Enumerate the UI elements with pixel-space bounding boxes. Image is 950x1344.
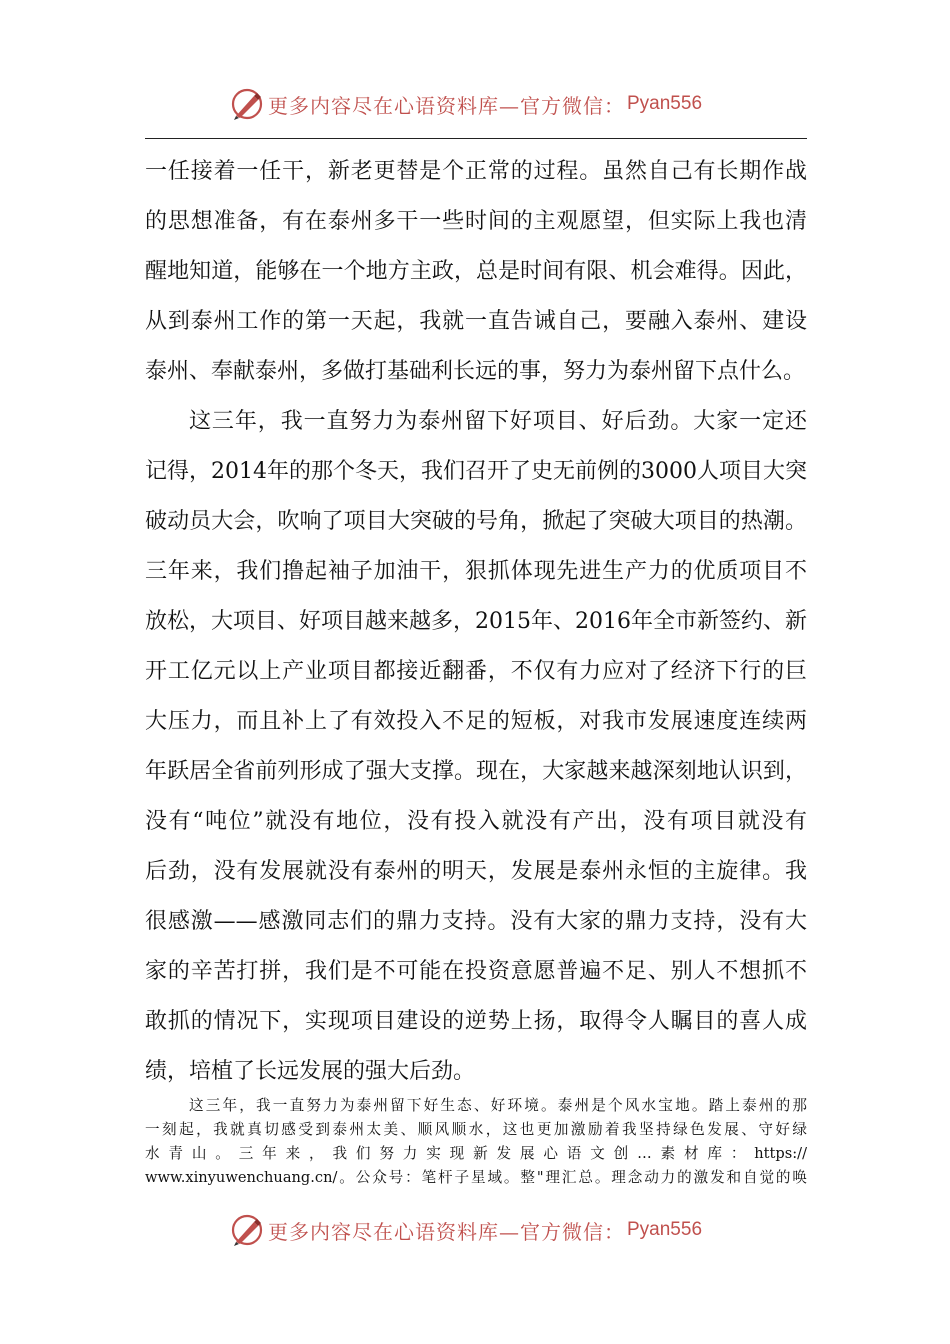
small-text-line: 水青山。三年来，我们努力实现新发展心语文创…素材库：https:// — [145, 1145, 807, 1162]
header-watermark-banner — [230, 84, 702, 124]
text-line: 绩，培植了长远发展的强大后劲。 — [145, 1059, 476, 1084]
banner-text: 更多内容尽在心语资料库—官方微信： — [268, 1219, 625, 1244]
text-line: 没有“吨位”就没有地位，没有投入就没有产出，没有项目就没有 — [145, 809, 807, 834]
text-line: 的思想准备，有在泰州多干一些时间的主观愿望，但实际上我也清 — [145, 209, 807, 234]
banner-text: 更多内容尽在心语资料库—官方微信： — [268, 93, 625, 118]
text-line: 记得，2014年的那个冬天，我们召开了史无前例的3000人项目大突 — [145, 459, 807, 484]
small-text-paragraph — [145, 1094, 807, 1190]
text-line: 破动员大会，吹响了项目大突破的号角，掀起了突破大项目的热潮。 — [145, 509, 807, 534]
main-text — [145, 147, 807, 1097]
text-line: 后劲，没有发展就没有泰州的明天，发展是泰州永恒的主旋律。我 — [145, 859, 807, 884]
text-line: 醒地知道，能够在一个地方主政，总是时间有限、机会难得。因此， — [145, 259, 807, 284]
text-line: 大压力，而且补上了有效投入不足的短板，对我市发展速度连续两 — [145, 709, 807, 734]
small-text-line: 这三年，我一直努力为泰州留下好生态、好环境。泰州是个风水宝地。踏上泰州的那 — [189, 1097, 807, 1114]
text-line: 这三年，我一直努力为泰州留下好项目、好后劲。大家一定还 — [189, 409, 807, 434]
footer-watermark-banner — [230, 1210, 702, 1250]
header-divider — [145, 138, 807, 139]
text-line: 敢抓的情况下，实现项目建设的逆势上扬，取得令人瞩目的喜人成 — [145, 1009, 807, 1034]
text-line: 年跃居全省前列形成了强大支撑。现在，大家越来越深刻地认识到， — [145, 759, 807, 784]
pen-logo-icon — [230, 1213, 264, 1247]
pen-logo-icon — [230, 87, 264, 121]
banner-wechat-id: Pyan556 — [627, 93, 703, 114]
text-line: 很感激——感激同志们的鼎力支持。没有大家的鼎力支持，没有大 — [145, 909, 807, 934]
text-line: 开工亿元以上产业项目都接近翻番，不仅有力应对了经济下行的巨 — [145, 659, 807, 684]
text-line: 三年来，我们撸起袖子加油干，狠抓体现先进生产力的优质项目不 — [145, 559, 807, 584]
text-line: 一任接着一任干，新老更替是个正常的过程。虽然自己有长期作战 — [145, 159, 807, 184]
text-line: 家的辛苦打拼，我们是不可能在投资意愿普遍不足、别人不想抓不 — [145, 959, 807, 984]
text-line: 从到泰州工作的第一天起，我就一直告诫自己，要融入泰州、建设 — [145, 309, 807, 334]
small-text-line: www.xinyuwenchuang.cn/。公众号：笔杆子星域。整"理汇总。理念动力的激发和自觉的唤 — [145, 1169, 807, 1186]
small-text-line: 一刻起，我就真切感受到泰州太美、顺风顺水，这也更加激励着我坚持绿色发展、守好绿 — [145, 1121, 807, 1138]
banner-wechat-id: Pyan556 — [627, 1219, 703, 1240]
text-line: 放松，大项目、好项目越来越多，2015年、2016年全市新签约、新 — [145, 609, 807, 634]
text-line: 泰州、奉献泰州，多做打基础利长远的事，努力为泰州留下点什么。 — [145, 359, 806, 384]
